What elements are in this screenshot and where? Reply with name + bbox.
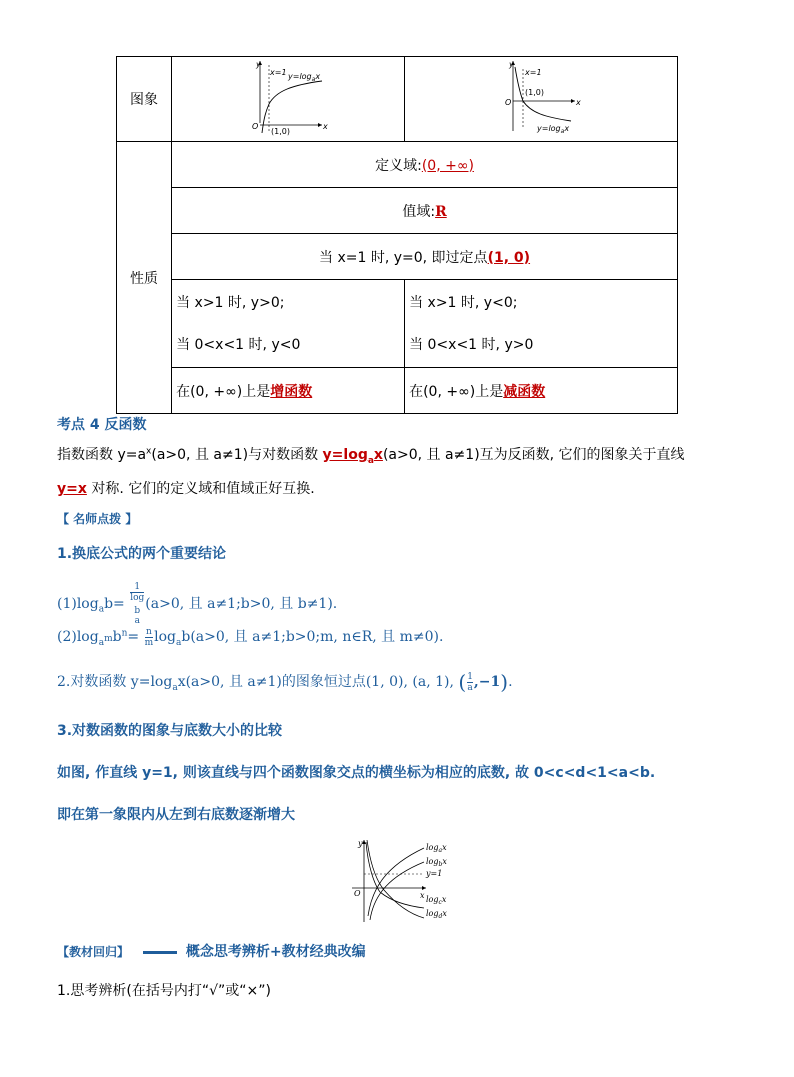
svg-text:O: O [354,889,361,898]
review-banner-row [57,941,366,961]
inverse-answer-line: y=x [57,481,87,497]
y-axis-label: y [256,60,261,69]
svg-text:logbx: $\log_bx$ [426,857,447,868]
review-title: 概念思考辨析+教材经典改编 [185,944,366,960]
section-heading-inverse-function: 考点 4 反函数 [57,417,147,433]
tip-heading-1: 1.换底公式的两个重要结论 [57,546,227,562]
range-answer: R [435,203,447,220]
formula-change-of-base-1: $(1)\log_ab=$ 1 log $_b$ a (a>0, 且 a≠1;b>0, 且 b≠1). [57,582,338,626]
row-label-properties: 性质 [117,142,172,414]
x1-label: x=1 [525,68,542,77]
x-axis-label: x [576,98,581,107]
log-base-comparison-figure [340,836,460,924]
fixed-point-answer: (1, 0) [487,249,531,266]
review-banner: 【教材回归】 [57,945,130,959]
svg-text:logdx: $\log_dx$ [426,909,447,920]
func-label: $y=\log_ax$ [288,72,321,83]
review-item-1: 1.思考辨析(在括号内打“√”或“×”) [57,983,271,999]
inverse-paragraph-line1: 指数函数 $y=a^x(a>0$, 且 a≠1)与对数函数 $y=\log_ax(a>0$, 且 a≠1)互为反函数, 它们的图象关于直线 [57,446,685,466]
tips-banner: 【 名师点拨 】 [57,512,138,526]
sign-cell-right: 当 x>1 时, y<0; 当 0<x<1 时, y>0 [405,280,678,368]
origin-label: O [505,98,512,107]
mono-cell-left: 在(0, +∞)上是增函数 [172,368,405,414]
graph-cell-increasing [172,57,405,142]
svg-text:logax: $\log_ax$ [426,843,447,854]
range-cell: 值域:R [172,188,678,234]
y-axis-label: y [509,60,514,69]
origin-label: O [252,122,259,131]
x1-label: x=1 [270,68,287,77]
domain-answer: (0, +∞) [421,157,474,174]
tip-heading-2: 2.对数函数 $y=\log_ax(a>0$, 且 a≠1)的图象恒过点(1, 0), (a, 1), ( $\frac{1}{a}$ ,−1). [57,670,513,694]
svg-text:logcx: $\log_cx$ [426,895,447,906]
point-label: (1,0) [271,127,291,136]
x-axis-label: x [323,122,328,131]
fixed-point-cell: 当 x=1 时, y=0, 即过定点(1, 0) [172,234,678,280]
arrow-icon [143,951,177,954]
mono-cell-right: 在(0, +∞)上是减函数 [405,368,678,414]
svg-text:x: x [420,891,425,900]
sign-cell-left: 当 x>1 时, y>0; 当 0<x<1 时, y<0 [172,280,405,368]
tip-paragraph-4: 即在第一象限内从左到右底数逐渐增大 [57,807,295,823]
tip-heading-3: 3.对数函数的图象与底数大小的比较 [57,723,283,739]
svg-text:y: y [358,839,363,848]
tip-paragraph-3: 如图, 作直线 y=1, 则该直线与四个函数图象交点的横坐标为相应的底数, 故 0<c<d<1<a<b. [57,765,656,781]
domain-cell: 定义域:(0, +∞) [172,142,678,188]
graph-log-decreasing [405,57,675,137]
increasing-answer: 增函数 [270,383,313,400]
formula-change-of-base-2: $(2)\log_{a^m}b^n=$ $\frac{n}{m}$ $\log_ab(a>0$, 且 a≠1;b>0;m, n∈R, 且 m≠0). [57,626,444,648]
func-label: $y=\log_ax$ [537,124,570,135]
log-properties-table [116,56,678,414]
graph-cell-decreasing [405,57,678,142]
decreasing-answer: 减函数 [503,383,546,400]
graph-log-increasing [172,57,404,137]
inverse-answer-log: $y=\log_ax$ [322,447,383,466]
svg-text:y=1: y=1 [426,869,443,878]
inverse-paragraph-line2: y=x 对称. 它们的定义域和值域正好互换. [57,481,315,497]
point-label: (1,0) [525,88,545,97]
row-label-graph: 图象 [117,57,172,142]
